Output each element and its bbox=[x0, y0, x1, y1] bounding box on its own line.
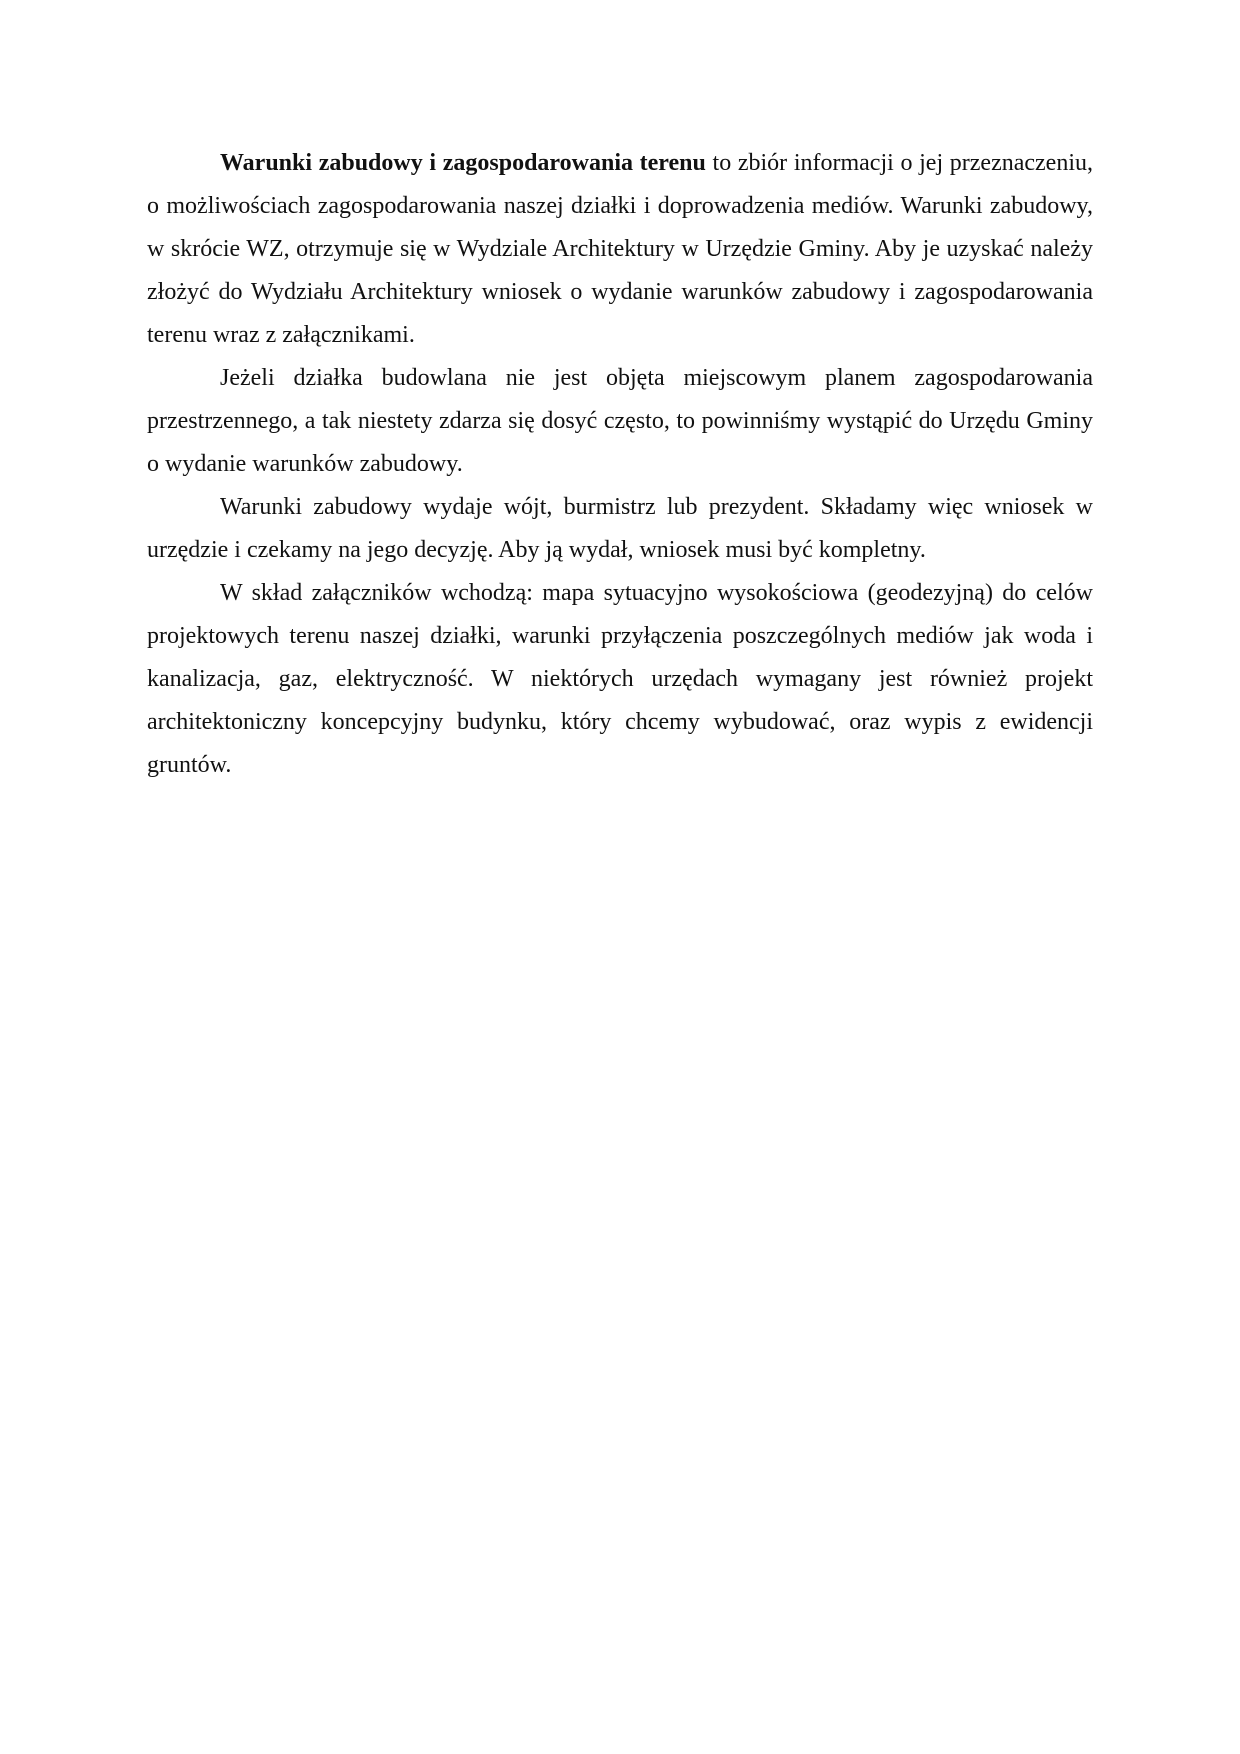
paragraph-1-bold-lead: Warunki zabudowy i zagospodarowania terenu bbox=[220, 150, 706, 176]
paragraph-1 bbox=[147, 142, 1093, 357]
paragraph-2 bbox=[147, 357, 1093, 486]
paragraph-3-text: Warunki zabudowy wydaje wójt, burmistrz lub prezydent. Składamy więc wniosek w urzędzie i czekamy na jego decyzję. Aby ją wydał, wniosek musi być kompletny. bbox=[147, 494, 1093, 563]
paragraph-2-text: Jeżeli działka budowlana nie jest objęta miejscowym planem zagospodarowania przestrzennego, a tak niestety zdarza się dosyć często, to powinniśmy wystąpić do Urzędu Gminy o wydanie warunków zabudowy. bbox=[147, 365, 1093, 477]
paragraph-4 bbox=[147, 572, 1093, 787]
paragraph-1-text: to zbiór informacji o jej przeznaczeniu, o możliwościach zagospodarowania naszej działki i doprowadzenia mediów. Warunki zabudowy, w skrócie WZ, otrzymuje się w Wydziale Architektury w Urzędzie Gminy. Aby je uzyskać należy złożyć do Wydziału Architektury wniosek o wydanie warunków zabudowy i zagospodarowania terenu wraz z załącznikami. bbox=[147, 150, 1093, 348]
paragraph-3 bbox=[147, 486, 1093, 572]
document-body bbox=[147, 142, 1093, 787]
paragraph-4-text: W skład załączników wchodzą: mapa sytuacyjno wysokościowa (geodezyjną) do celów projektowych terenu naszej działki, warunki przyłączenia poszczególnych mediów jak woda i kanalizacja, gaz, elektryczność. W niektórych urzędach wymagany jest również projekt architektoniczny koncepcyjny budynku, który chcemy wybudować, oraz wypis z ewidencji gruntów. bbox=[147, 580, 1093, 778]
